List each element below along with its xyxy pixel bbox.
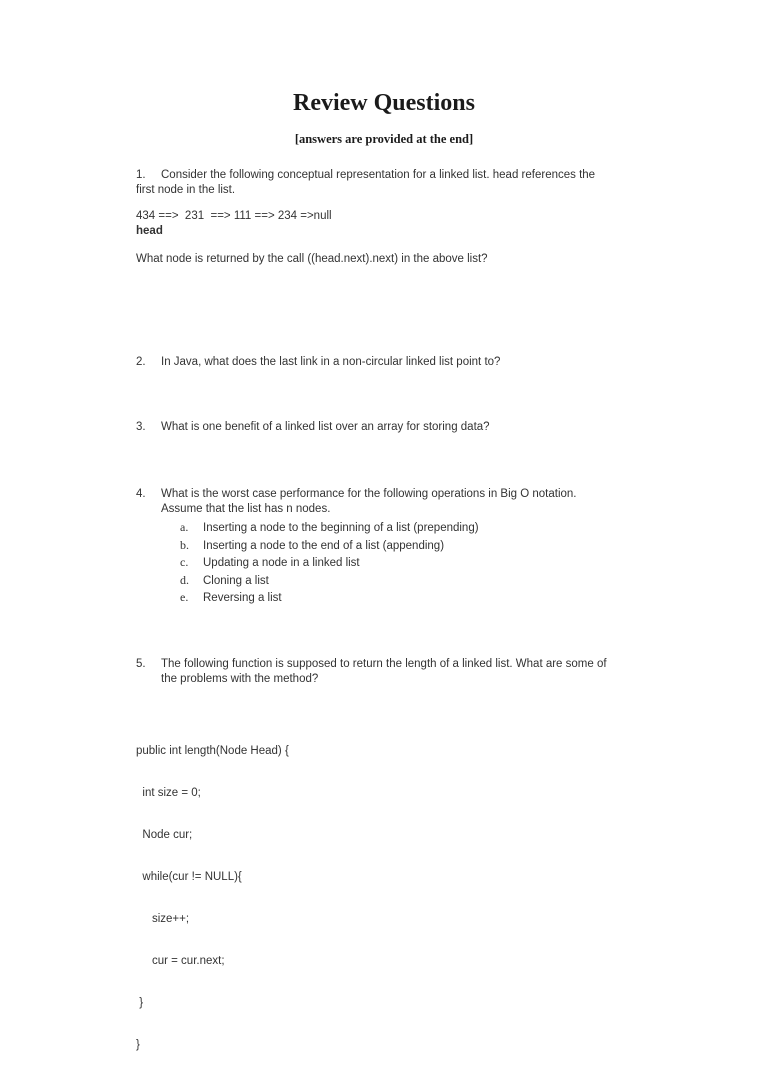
page-title: Review Questions (293, 90, 475, 116)
option-b (180, 537, 632, 555)
question-2 (136, 355, 632, 370)
question-4-text: What is the worst case performance for the following operations in Big O notation. (161, 488, 577, 500)
question-4-line-2: Assume that the list has n nodes. (161, 503, 331, 515)
option-e-text: Reversing a list (203, 592, 282, 604)
question-1-number: 1. (136, 169, 146, 181)
code-line: public int length(Node Head) { (136, 744, 289, 757)
question-2-number: 2. (136, 356, 146, 368)
option-c-text: Updating a node in a linked list (203, 557, 360, 569)
linked-list-nodes: 434 ==> 231 ==> 111 ==> 234 =>null (136, 210, 332, 222)
code-block (136, 716, 632, 1080)
question-2-text: In Java, what does the last link in a non-circular linked list point to? (161, 356, 501, 368)
linked-list-head-label: head (136, 225, 163, 237)
question-1-prompt: What node is returned by the call ((head.next).next) in the above list? (136, 253, 488, 265)
option-c-marker: c. (180, 555, 189, 569)
code-line: } (136, 1038, 140, 1051)
code-line: cur = cur.next; (136, 954, 225, 967)
question-4-options (180, 519, 632, 607)
code-line: Node cur; (136, 828, 193, 841)
linked-list-diagram (136, 209, 632, 239)
option-c (180, 554, 632, 572)
code-line: } (136, 996, 144, 1009)
code-line: while(cur != NULL){ (136, 870, 242, 883)
question-3-number: 3. (136, 421, 146, 433)
question-4-line-1 (136, 487, 632, 502)
option-d (180, 572, 632, 590)
code-line: int size = 0; (136, 786, 201, 799)
question-5-line-1 (136, 657, 632, 672)
page-subtitle: [answers are provided at the end] (294, 132, 474, 146)
option-e-marker: e. (180, 590, 189, 604)
option-b-text: Inserting a node to the end of a list (appending) (203, 539, 445, 552)
option-e (180, 589, 632, 607)
question-1-text: Consider the following conceptual representation for a linked list. head references the (161, 169, 596, 181)
question-4 (136, 487, 632, 607)
option-a-marker: a. (180, 520, 189, 534)
question-3-text: What is one benefit of a linked list over an array for storing data? (161, 421, 490, 433)
question-3 (136, 420, 632, 435)
question-1 (136, 168, 632, 198)
question-5 (136, 657, 632, 687)
option-a-text: Inserting a node to the beginning of a list (prepending) (203, 522, 479, 534)
question-1-line-1 (136, 168, 632, 183)
question-5-number: 5. (136, 657, 146, 670)
question-4-number: 4. (136, 488, 146, 500)
code-line: size++; (136, 912, 190, 925)
option-d-text: Cloning a list (203, 574, 269, 587)
question-5-text: The following function is supposed to return the length of a linked list. What are some of (161, 657, 607, 670)
option-a (180, 519, 632, 537)
question-5-line-2: the problems with the method? (161, 672, 319, 685)
option-b-marker: b. (180, 537, 189, 552)
option-d-marker: d. (180, 572, 189, 587)
question-1-line-2: first node in the list. (136, 184, 236, 196)
